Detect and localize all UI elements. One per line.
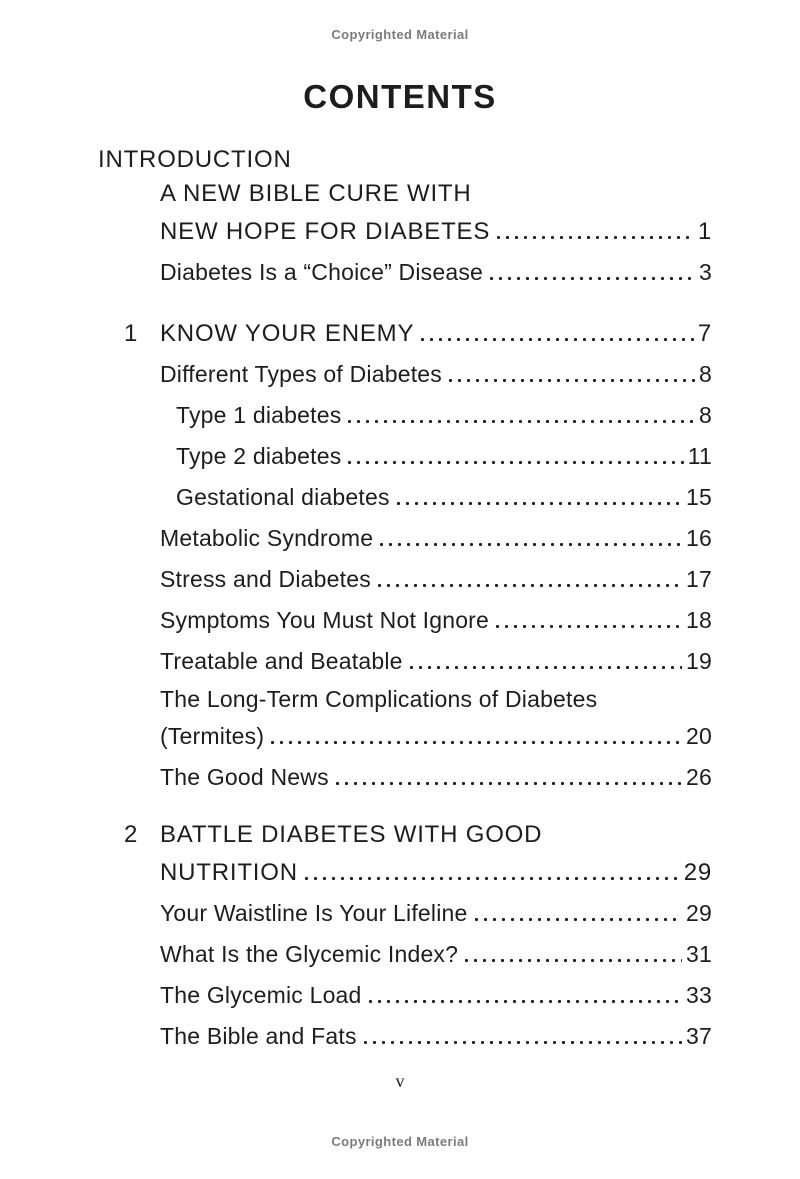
toc-page-number: 17 bbox=[686, 566, 712, 592]
page-folio: v bbox=[395, 1071, 405, 1091]
dot-leader bbox=[490, 277, 695, 280]
toc-page-number: 11 bbox=[687, 443, 712, 469]
toc-row bbox=[98, 252, 712, 293]
toc-entry-title: Symptoms You Must Not Ignore bbox=[160, 607, 490, 633]
dot-leader bbox=[465, 959, 682, 962]
page-title: CONTENTS bbox=[303, 78, 497, 115]
chapter-number: 1 bbox=[124, 320, 139, 347]
dot-leader bbox=[271, 741, 682, 744]
toc-row bbox=[98, 313, 712, 354]
toc-row bbox=[98, 395, 712, 436]
dot-leader bbox=[497, 236, 694, 239]
toc-row bbox=[98, 354, 712, 395]
toc-row bbox=[98, 143, 712, 177]
toc-row bbox=[98, 436, 712, 477]
dot-leader bbox=[397, 502, 682, 505]
toc-entry-title: Type 2 diabetes bbox=[176, 443, 342, 469]
toc-entry-title: INTRODUCTION bbox=[98, 146, 292, 173]
toc-row bbox=[98, 518, 712, 559]
toc-row bbox=[98, 818, 712, 852]
toc-row bbox=[98, 852, 712, 893]
table-of-contents bbox=[98, 143, 712, 1057]
dot-leader bbox=[348, 461, 683, 464]
toc-page-number: 7 bbox=[697, 320, 712, 347]
toc-page-number: 19 bbox=[686, 648, 712, 674]
toc-page-number: 33 bbox=[686, 982, 712, 1008]
toc-page-number: 8 bbox=[699, 361, 712, 387]
dot-leader bbox=[380, 543, 682, 546]
toc-row bbox=[98, 716, 712, 757]
toc-entry-title: Treatable and Beatable bbox=[160, 648, 403, 674]
toc-page-number: 29 bbox=[683, 859, 712, 886]
toc-row bbox=[98, 477, 712, 518]
toc-page-number: 3 bbox=[699, 259, 712, 285]
toc-rows bbox=[98, 143, 712, 1057]
toc-row bbox=[98, 975, 712, 1016]
dot-leader bbox=[369, 1000, 682, 1003]
toc-entry-title: Metabolic Syndrome bbox=[160, 525, 374, 551]
toc-row bbox=[98, 893, 712, 934]
toc-entry-title: Stress and Diabetes bbox=[160, 566, 371, 592]
dot-leader bbox=[348, 420, 695, 423]
toc-entry-title: What Is the Glycemic Index? bbox=[160, 941, 459, 967]
toc-entry-title: The Long-Term Complications of Diabetes bbox=[160, 686, 598, 712]
toc-row bbox=[98, 757, 712, 798]
toc-entry-title: Gestational diabetes bbox=[176, 484, 390, 510]
dot-leader bbox=[475, 918, 683, 921]
toc-entry-title: NUTRITION bbox=[160, 859, 298, 886]
toc-page-number: 20 bbox=[686, 723, 712, 749]
dot-leader bbox=[378, 584, 682, 587]
dot-leader bbox=[336, 782, 682, 785]
toc-entry-title: The Bible and Fats bbox=[160, 1023, 357, 1049]
toc-entry-title: (Termites) bbox=[160, 723, 265, 749]
toc-row bbox=[98, 211, 712, 252]
dot-leader bbox=[364, 1041, 682, 1044]
dot-leader bbox=[449, 379, 695, 382]
toc-entry-title: BATTLE DIABETES WITH GOOD bbox=[160, 821, 543, 848]
toc-entry-title: NEW HOPE FOR DIABETES bbox=[160, 218, 491, 245]
copyright-notice-top: Copyrighted Material bbox=[331, 27, 469, 42]
toc-page-number: 29 bbox=[686, 900, 712, 926]
toc-page-number: 37 bbox=[686, 1023, 712, 1049]
toc-entry-title: The Good News bbox=[160, 764, 329, 790]
toc-row bbox=[98, 177, 712, 211]
dot-leader bbox=[305, 877, 680, 880]
toc-row bbox=[98, 600, 712, 641]
dot-leader bbox=[421, 338, 694, 341]
toc-entry-title: Different Types of Diabetes bbox=[160, 361, 442, 387]
copyright-notice-bottom: Copyrighted Material bbox=[331, 1134, 469, 1149]
toc-entry-title: A NEW BIBLE CURE WITH bbox=[160, 180, 472, 207]
dot-leader bbox=[410, 666, 682, 669]
toc-page-number: 8 bbox=[699, 402, 712, 428]
toc-page-number: 31 bbox=[686, 941, 712, 967]
toc-row bbox=[98, 934, 712, 975]
toc-entry-title: Diabetes Is a “Choice” Disease bbox=[160, 259, 484, 285]
toc-row bbox=[98, 1016, 712, 1057]
toc-row bbox=[98, 682, 712, 716]
chapter-number: 2 bbox=[124, 821, 139, 848]
toc-row bbox=[98, 641, 712, 682]
toc-entry-title: Type 1 diabetes bbox=[176, 402, 342, 428]
toc-page-number: 18 bbox=[686, 607, 712, 633]
dot-leader bbox=[496, 625, 682, 628]
toc-entry-title: KNOW YOUR ENEMY bbox=[160, 320, 415, 347]
toc-entry-title: Your Waistline Is Your Lifeline bbox=[160, 900, 468, 926]
toc-page-number: 15 bbox=[686, 484, 712, 510]
toc-row bbox=[98, 559, 712, 600]
toc-page-number: 16 bbox=[686, 525, 712, 551]
toc-page-number: 1 bbox=[697, 218, 712, 245]
toc-page-number: 26 bbox=[686, 764, 712, 790]
toc-entry-title: The Glycemic Load bbox=[160, 982, 362, 1008]
